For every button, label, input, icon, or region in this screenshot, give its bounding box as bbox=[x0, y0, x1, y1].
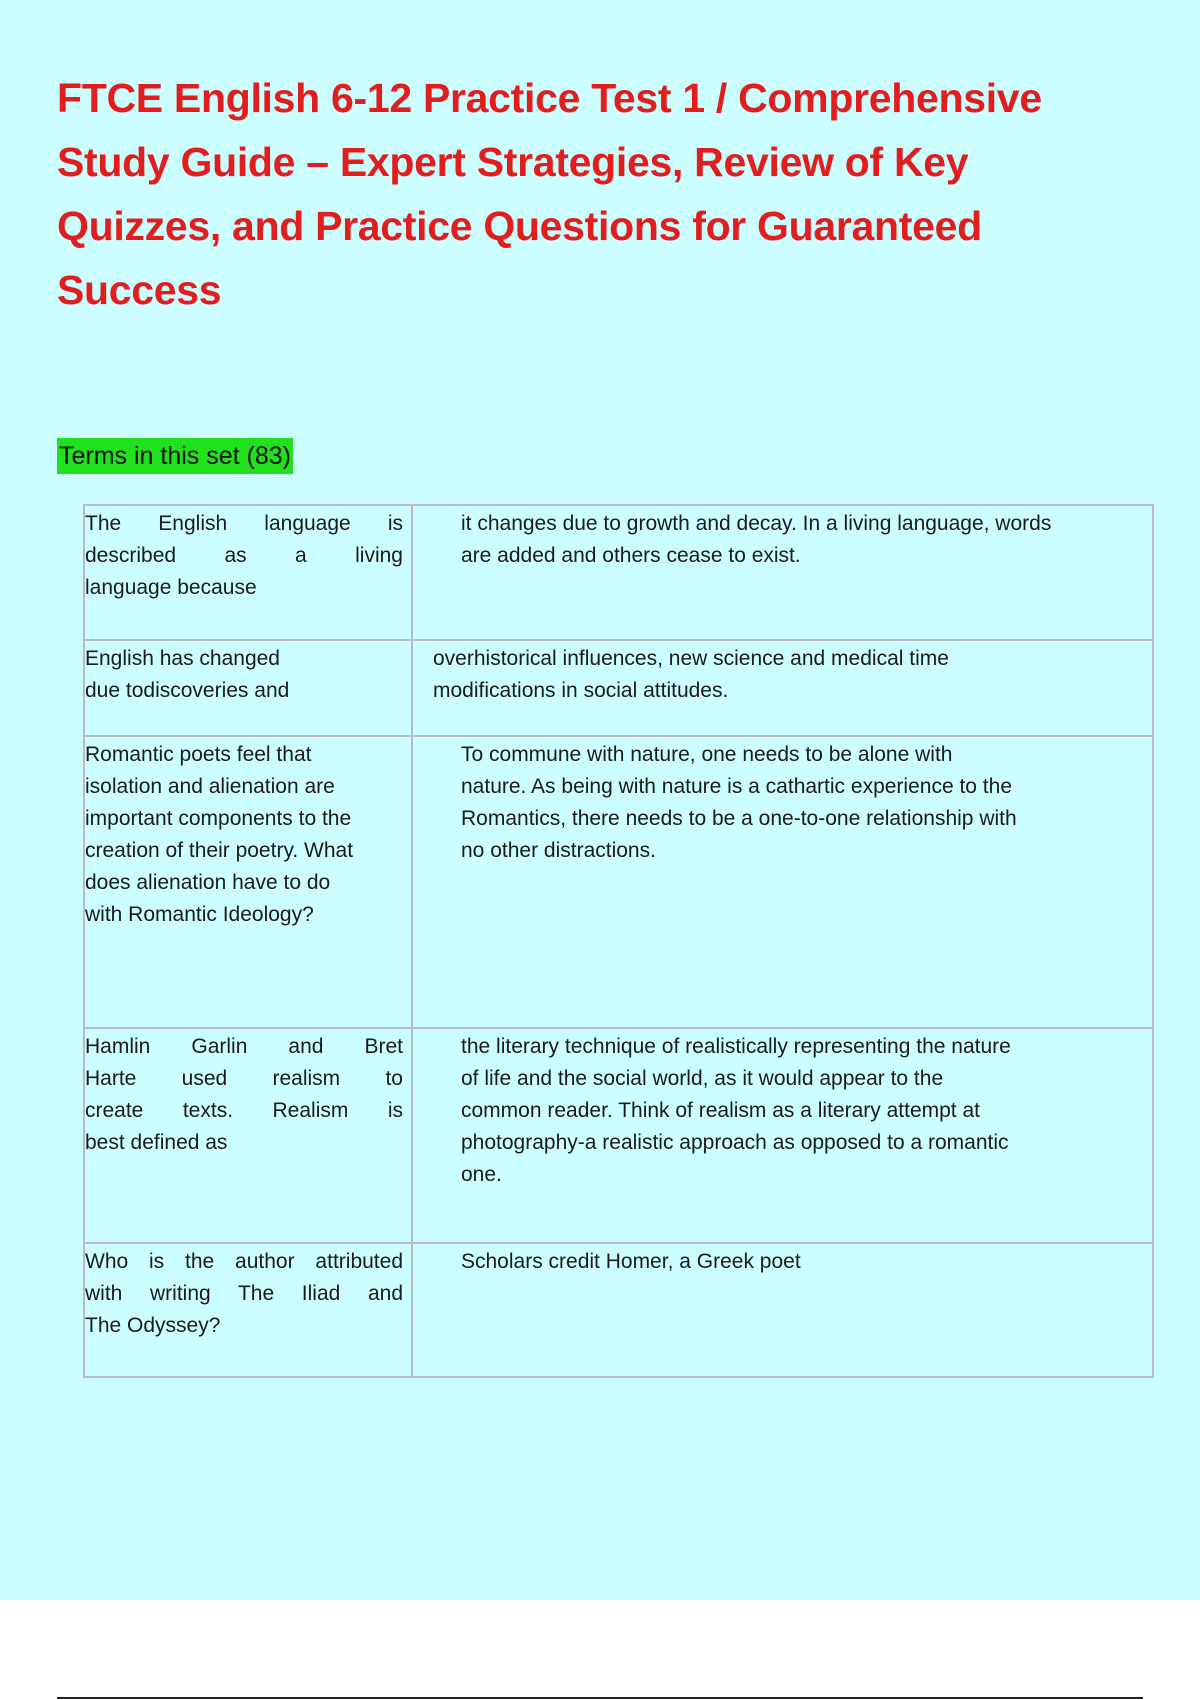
term-line: with writing The Iliad and bbox=[85, 1282, 403, 1305]
definition-line: modifications in social attitudes. bbox=[433, 679, 729, 702]
term-line: isolation and alienation are bbox=[85, 775, 335, 798]
definition-line: it changes due to growth and decay. In a living language, words bbox=[461, 512, 1052, 535]
term-line: English has changed bbox=[85, 647, 280, 670]
definition-line: overhistorical influences, new science and medical time bbox=[433, 647, 949, 670]
definition-line: Scholars credit Homer, a Greek poet bbox=[461, 1250, 801, 1273]
term-cell bbox=[84, 640, 412, 736]
table-row bbox=[84, 505, 1153, 640]
definition-cell bbox=[412, 505, 1153, 640]
term-cell bbox=[84, 736, 412, 1028]
flashcard-table bbox=[83, 504, 1154, 1378]
definition-line: Romantics, there needs to be a one-to-one relationship with bbox=[461, 807, 1017, 830]
definition-line: one. bbox=[461, 1163, 502, 1186]
definition-line: no other distractions. bbox=[461, 839, 656, 862]
definition-line: photography-a realistic approach as opposed to a romantic bbox=[461, 1131, 1009, 1154]
table-row bbox=[84, 640, 1153, 736]
term-cell bbox=[84, 505, 412, 640]
terms-count-label: Terms in this set (83) bbox=[57, 438, 293, 474]
term-line: important components to the bbox=[85, 807, 352, 830]
term-line: described as a living bbox=[85, 544, 403, 567]
term-line: The English language is bbox=[85, 512, 403, 535]
term-line: Romantic poets feel that bbox=[85, 743, 312, 766]
term-line: Who is the author attributed bbox=[85, 1250, 403, 1273]
term-line: due todiscoveries and bbox=[85, 679, 290, 702]
term-line: create texts. Realism is bbox=[85, 1099, 403, 1122]
definition-line: are added and others cease to exist. bbox=[461, 544, 801, 567]
table-row bbox=[84, 1243, 1153, 1377]
term-line: language because bbox=[85, 576, 257, 599]
definition-cell bbox=[412, 1028, 1153, 1243]
definition-line: To commune with nature, one needs to be alone with bbox=[461, 743, 953, 766]
definition-line: nature. As being with nature is a cathartic experience to the bbox=[461, 775, 1012, 798]
term-line: with Romantic Ideology? bbox=[85, 903, 314, 926]
definition-cell bbox=[412, 640, 1153, 736]
definition-cell bbox=[412, 1243, 1153, 1377]
table-row bbox=[84, 1028, 1153, 1243]
definition-line: the literary technique of realistically representing the nature bbox=[461, 1035, 1011, 1058]
term-line: does alienation have to do bbox=[85, 871, 331, 894]
term-line: The Odyssey? bbox=[85, 1314, 221, 1337]
term-line: creation of their poetry. What bbox=[85, 839, 354, 862]
term-line: Harte used realism to bbox=[85, 1067, 403, 1090]
term-cell bbox=[84, 1243, 412, 1377]
table-row bbox=[84, 736, 1153, 1028]
footer-divider bbox=[57, 1697, 1143, 1699]
document-title: FTCE English 6-12 Practice Test 1 / Comprehensive Study Guide – Expert Strategies, Review of Key Quizzes, and Practice Questions for Guaranteed Success bbox=[57, 75, 1042, 313]
term-line: Hamlin Garlin and Bret bbox=[85, 1035, 403, 1058]
definition-cell bbox=[412, 736, 1153, 1028]
definition-line: common reader. Think of realism as a literary attempt at bbox=[461, 1099, 980, 1122]
term-line: best defined as bbox=[85, 1131, 228, 1154]
term-cell bbox=[84, 1028, 412, 1243]
definition-line: of life and the social world, as it would appear to the bbox=[461, 1067, 944, 1090]
